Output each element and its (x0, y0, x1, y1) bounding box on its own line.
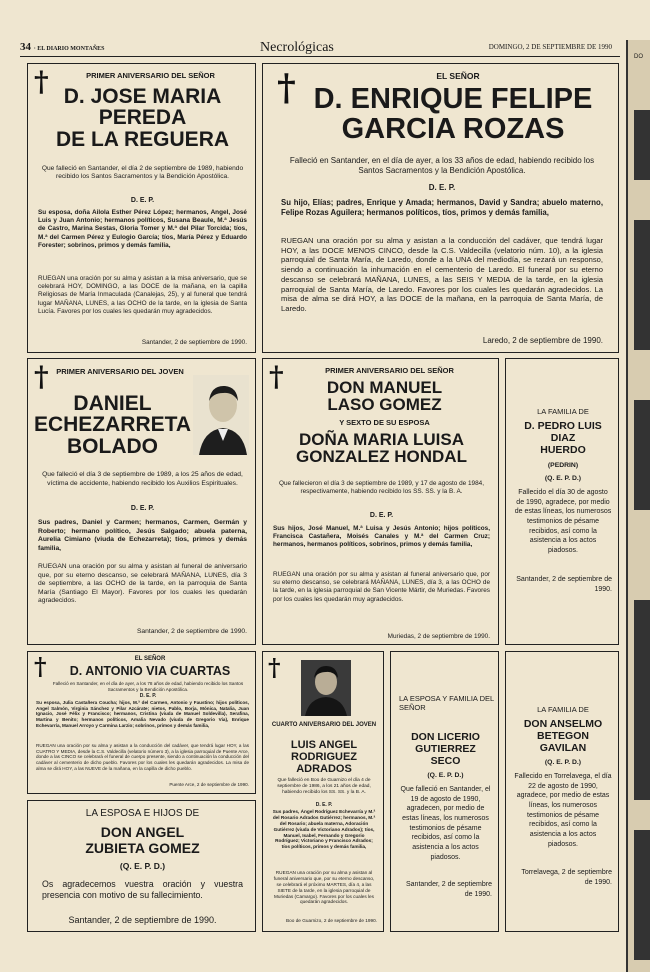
intro-text: Falleció en Santander, en el día de ayer, a los 78 años de edad, habiendo recibido los Santos Sacramentos y la Bendición Apostólica. (52, 681, 244, 692)
request-text: RUEGAN una oración por su alma y asistan a la conducción del cadáver, que tendrá lugar HOY, a las CUATRO Y MEDIA, desde la C.S. Valdecilla (velatorio número 3), a la iglesia parroquial de Puente Arce, donde a las CINCO se celebrará el funeral de cuerpo presente, siendo a continuación la conducción del cadáver al cementerio de dicho pueblo. Favores por los cuales les quedarán agradecidos. La misa de alma se dirá HOY, a las NUEVE de la mañana, en la capilla de dicho pueblo. (36, 743, 249, 771)
portrait-image (301, 660, 351, 716)
obituary-gutierrez-seco (390, 651, 499, 932)
request-text: RUEGAN una oración por su alma y asistan al funeral de aniversario que, por su eterno descanso, se celebrará MAÑANA, LUNES, día 3 de septiembre, a las OCHO de la tarde, en la parroquia de Santa María (Santiago El Mayor). Favores por los cuales les quedarán agradecidos. (38, 563, 247, 605)
request-text: RUEGAN una oración por su alma y asistan al funeral aniversario que, por su eterno descanso, se celebrará MAÑANA, LUNES, día 3, a las OCHO de la tarde, en la iglesia parroquial de San Vicente Mártir, de Muriedas. Favores por los cuales les quedarán muy agradecidos. (273, 571, 490, 603)
family-text: Su esposa, Julia Castañera Coucha; hijos, M.ª del Carmen, Antonio y Faustino; hijos políticos, Angel Salmón, Virginia Sánchez y Pilar Azcárate; nietos, Pablo, Borja, Mónica, Natalia, Juan Ignacio, José Félix y Francisco; hermanos, Cristina (viuda de Manuel Soldevilla), Serafina, Martina y Benito; hermanos políticos, Amalia Nevado (viuda de Gregorio Via), Enrique Echevarría, Manuel Arroyo y Carmina Larzio; sobrinos, primos y demás familia, (36, 700, 249, 728)
dep-text: D. E. P. (130, 197, 155, 204)
adjacent-rule (634, 830, 650, 960)
obituary-pereda-de-la-reguera (27, 63, 256, 353)
adjacent-rule (634, 600, 650, 800)
intro-text: Que fallecieron el día 3 de septiembre de 1989, y 17 de agosto de 1984, respectivamente, habiendo recibido los SS. SS. y la B. A. (279, 480, 484, 496)
qepd-text: (Q. E. P. D.) (544, 475, 582, 482)
obituary-garcia-rozas (262, 63, 619, 353)
kicker: EL SEÑOR (436, 71, 480, 81)
adjacent-rule (634, 400, 650, 510)
family-text: Sus hijos, José Manuel, M.ª Luisa y Jesús Antonio; hijos políticos, Francisca Castañera, Moisés Canales y M.ª del Carmen Cruz; hermanos, hermanos políticos, sobrinos, primos y demás familia, (273, 525, 490, 549)
deceased-name: DON LICERIO GUTIERREZ SECO (411, 731, 480, 767)
obituary-laso-gonzalez (262, 358, 499, 645)
family-text: Sus padres, Daniel y Carmen; hermanos, Carmen, Germán y Roberto; hermano político, Jesús Salgado; abuela paterna, Aurelia Cimiano (viuda de Echezarreta); tíos, primos y demás familia, (38, 519, 247, 552)
deceased-name: DON MANUEL LASO GOMEZ (326, 378, 443, 415)
page-number: 34 · EL DIARIO MONTAÑES (20, 41, 105, 53)
deceased-name: D. JOSE MARIA PEREDA DE LA REGUERA (55, 85, 230, 151)
obituary-diaz-huerdo (505, 358, 619, 645)
adjacent-rule (634, 220, 650, 350)
dep-text: D. E. P. (130, 505, 155, 512)
deceased-name: D. PEDRO LUIS DIAZ HUERDO (524, 420, 602, 456)
qepd-text: (Q. E. P. D.) (427, 772, 464, 779)
cross-icon: † (34, 360, 49, 393)
portrait-photo (193, 375, 249, 455)
qepd-text: (Q. E. P. D.) (119, 861, 166, 871)
kicker: LA ESPOSA Y FAMILIA DEL SEÑOR (399, 694, 494, 713)
deceased-name: DON ANSELMO BETEGON GAVILAN (523, 718, 603, 754)
place-date: Torrelavega, 2 de septiembre de 1990. (521, 869, 612, 886)
cross-icon: † (268, 653, 281, 682)
deceased-name: LUIS ANGEL RODRIGUEZ ADRADOS (290, 739, 358, 775)
cross-icon: † (277, 67, 296, 109)
kicker: EL SEÑOR (134, 656, 166, 662)
kicker-second: Y SEXTO DE SU ESPOSA (339, 418, 430, 427)
deceased-name: DON ANGEL ZUBIETA GOMEZ (85, 824, 200, 856)
kicker: PRIMER ANIVERSARIO DEL SEÑOR (325, 366, 454, 375)
place-date: Muriedas, 2 de septiembre de 1990. (387, 633, 490, 640)
kicker: PRIMER ANIVERSARIO DEL SEÑOR (86, 71, 215, 80)
cross-icon: † (34, 65, 49, 98)
request-text: RUEGAN una oración por su alma y asistan a la misa aniversario, que se celebrará HOY, DOMINGO, a las DOCE de la mañana, en la capilla Religiosas de María Inmaculada (Canalejas, 25), y al funeral que tendrá lugar MAÑANA, LUNES, a las OCHO de la tarde, en la iglesia de Santa Lucía. Favores por los cuales les quedarán muy agradecidos. (38, 275, 247, 315)
dep-text: D. E. P. (139, 693, 157, 699)
dep-text: D. E. P. (428, 183, 456, 192)
deceased-name: DANIEL ECHEZARRETA BOLADO (33, 392, 192, 458)
page-header (20, 40, 620, 57)
place-date: Puente Arce, 2 de septiembre de 1990. (169, 782, 249, 787)
kicker: CUARTO ANIVERSARIO DEL JOVEN (271, 722, 377, 728)
cross-icon: † (269, 360, 284, 393)
nickname: (PEDRIN) (547, 462, 579, 469)
portrait-image (193, 375, 249, 455)
portrait-photo (301, 660, 351, 716)
place-date: Santander, 2 de septiembre de 1990. (516, 576, 612, 593)
deceased-name: D. ENRIQUE FELIPE GARCIA ROZAS (313, 83, 593, 145)
place-date: Santander, 2 de septiembre de 1990. (405, 881, 492, 898)
dep-text: D. E. P. (369, 512, 394, 519)
kicker: LA ESPOSA E HIJOS DE (85, 808, 200, 819)
intro-text: Que falleció en Santander, el día 2 de septiembre de 1989, habiendo recibido los Santos Sacramentos y la Bendición Apostólica. (41, 165, 244, 181)
kicker: LA FAMILIA DE (537, 705, 589, 714)
acknowledgement-text: Fallecido en Torrelavega, el día 22 de agosto de 1990, agradece, por medio de estas líneas, los numerosos testimonios de pésame recibidos, así como la asistencia a los actos piadosos. (514, 773, 612, 848)
adjacent-page-edge (626, 40, 650, 972)
family-text: Su hijo, Elías; padres, Enrique y Amada; hermanos, David y Sandra; abuelo materno, Felipe Rozas Aguilera; hermanos políticos, tíos, primos y demás familia, (281, 198, 603, 218)
issue-date: DOMINGO, 2 DE SEPTIEMBRE DE 1990 (488, 43, 612, 51)
acknowledgement-text: Os agradecemos vuestra oración y vuestra presencia con motivo de su fallecimiento. (42, 879, 243, 901)
cross-icon: † (34, 652, 47, 681)
family-text: Sus padres, Ángel Rodríguez Echevarría y M.ª del Rosario Adrados Gutiérrez; hermanos, M.ª del Rosario; abuela materna, Adoración Gutiérrez (viuda de Victoriano Adrados); tíos, Manuel, Isabel, Fernando y Gregorio Rodríguez; Victoriano y Francisco Adrados; tíos políticos, primos y demás familia, (272, 809, 376, 850)
spouse-name: DOÑA MARIA LUISA GONZALEZ HONDAL (296, 430, 467, 467)
adjacent-page-label: DO (634, 54, 643, 60)
dep-text: D. E. P. (315, 802, 333, 808)
obituary-echezarreta-bolado (27, 358, 256, 645)
obituary-rodriguez-adrados (262, 651, 384, 932)
intro-text: Que falleció en Boo de Guarnizo el día 4 de septiembre de 1986, a los 21 años de edad, habiendo recibido los SS. SS. y la B. A. (277, 778, 371, 795)
kicker: LA FAMILIA DE (537, 407, 589, 416)
acknowledgement-text: Fallecido el día 30 de agosto de 1990, agradece, por medio de estas líneas, los numerosos testimonios de pésame recibidos, así como la asistencia a los actos piadosos. (514, 489, 612, 554)
place-date: Laredo, 2 de septiembre de 1990. (482, 336, 603, 345)
intro-text: Falleció en Santander, en el día de ayer, a los 33 años de edad, habiendo recibido los Santos Sacramentos y la Bendición Apostólica. (289, 156, 595, 176)
acknowledgement-text: Que falleció en Santander, el 19 de agosto de 1990, agradecen, por medio de estas líneas, los numerosos testimonios de pésame recibidos, así como la asistencia a los actos piadosos. (400, 786, 491, 861)
kicker: PRIMER ANIVERSARIO DEL JOVEN (56, 367, 184, 376)
place-date: Boo de Guarnizo, 2 de septiembre de 1990. (286, 918, 377, 923)
request-text: RUEGAN una oración por su alma y asistan al funeral aniversario que, por su eterno descanso, se celebrará el próximo MARTES, día 4, a las SIETE de la tarde, en la iglesia parroquial de Muriedas (Camargo). Favores por los cuales les quedarán agradecidos. (273, 870, 375, 905)
family-text: Su esposa, doña Ailola Esther Pérez López; hermanos, Angel, José Luis y Juan Antonio; hermanos políticos, Susana Beaule, M.ª Jesús de Castro, Marina Sestas, Gloria Tomer y M.ª del Pilar Torcida; tíos, M.ª del Carmen Pérez y Eulogio García; tíos, María Pérez y Eduardo Forester; sobrinos, primos y demás familia, (38, 209, 247, 249)
obituary-zubieta-gomez (27, 800, 256, 932)
intro-text: Que falleció el día 3 de septiembre de 1989, a los 25 años de edad, víctima de accidente, habiendo recibido los Auxilios Espirituales. (42, 471, 243, 487)
place-date: Santander, 2 de septiembre de 1990. (141, 339, 247, 346)
place-date: Santander, 2 de septiembre de 1990. (68, 915, 217, 925)
request-text: RUEGAN una oración por su alma y asistan a la conducción del cadáver, que tendrá lugar HOY, a las DOCE MENOS CINCO, desde la C.S. Valdecilla (velatorio núm. 10), a la iglesia parroquial de Santa María, de Laredo, donde a la UNA del mediodía, se rezará un responso, siendo a continuación la inhumación en el cementerio de Laredo. El funeral por su eterno descanso se celebrará MAÑANA, LUNES, a las SEIS Y MEDIA de la tarde, en la iglesia parroquial de Santa María, de Laredo. Favores por los cuales les quedarán agradecidos. La misa de alma se dirá HOY, a las DOCE de la mañana, en la parroquia de Santa María, de Laredo. (281, 236, 603, 314)
qepd-text: (Q. E. P. D.) (544, 759, 582, 766)
deceased-name: D. ANTONIO VIA CUARTAS (69, 664, 231, 678)
place-date: Santander, 2 de septiembre de 1990. (136, 628, 247, 635)
adjacent-rule (634, 110, 650, 180)
section-title: Necrológicas (260, 40, 334, 55)
obituary-via-cuartas (27, 651, 256, 794)
obituary-betegon-gavilan (505, 651, 619, 932)
